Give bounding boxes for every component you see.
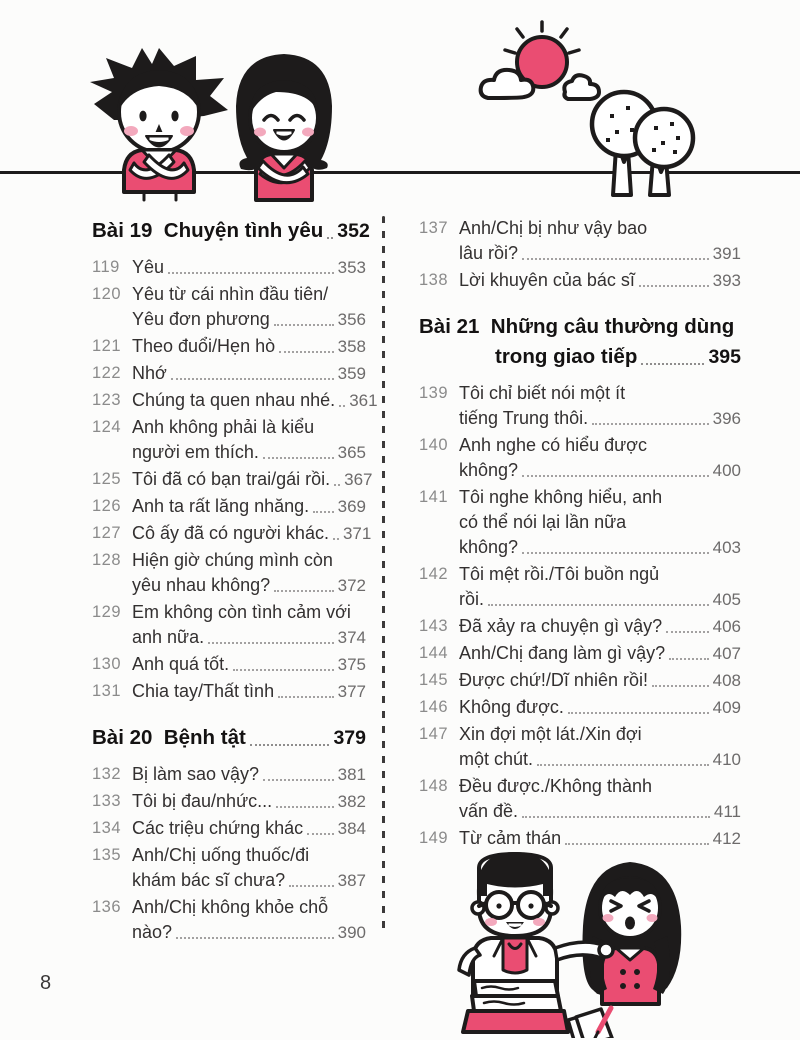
entry-title: Anh/Chị uống thuốc/đi: [132, 845, 310, 865]
toc-entry: [92, 762, 366, 787]
book-stack: [463, 981, 568, 1032]
entry-page-ref: 408: [712, 671, 741, 690]
page-number: 8: [40, 972, 52, 994]
toc-entry: [92, 282, 366, 332]
entry-number: 124: [92, 418, 122, 436]
entry-page-ref: 407: [712, 644, 741, 663]
entry-title: rồi.: [459, 589, 485, 609]
chapter-title: Chuyện tình yêu: [163, 219, 324, 242]
entry-title: Theo đuổi/Hẹn hò: [132, 336, 276, 356]
entry-line: [132, 388, 378, 413]
dot-leader: [592, 423, 709, 425]
entry-number: 134: [92, 819, 122, 837]
dot-leader: [522, 475, 709, 477]
entry-number: 126: [92, 497, 122, 515]
entry-line: [459, 587, 741, 612]
entry-number: 125: [92, 470, 122, 488]
doctor-patient-illustration: [415, 848, 715, 1038]
entry-title: lâu rồi?: [459, 243, 519, 263]
entry-number: 128: [92, 551, 122, 569]
entry-title: Anh quá tốt.: [132, 654, 230, 674]
entry-body: [459, 668, 741, 693]
entry-line: [132, 789, 366, 814]
entry-body: [132, 816, 366, 841]
entry-title: anh nữa.: [132, 627, 205, 647]
entry-line: [459, 433, 741, 458]
entry-title: Các triệu chứng khác: [132, 818, 304, 838]
chapter-page-ref: 379: [333, 727, 366, 749]
entry-body: [459, 641, 741, 666]
entry-line: [459, 722, 741, 747]
entry-page-ref: 400: [712, 461, 741, 480]
entry-title: Từ cảm thán: [459, 828, 562, 848]
toc-entry: [92, 334, 366, 359]
entry-number: 120: [92, 285, 122, 303]
toc-entry: [92, 361, 366, 386]
entry-title: khám bác sĩ chưa?: [132, 870, 286, 890]
entry-page-ref: 359: [337, 364, 366, 383]
entry-body: [132, 762, 366, 787]
entry-line: [132, 816, 366, 841]
column-divider: [382, 216, 385, 936]
entry-line: [132, 307, 366, 332]
entry-title: tiếng Trung thôi.: [459, 408, 589, 428]
entry-body: [459, 695, 741, 720]
entry-line: [132, 868, 366, 893]
chapter-line: [419, 312, 741, 342]
entry-page-ref: 372: [337, 576, 366, 595]
entry-title: Bị làm sao vậy?: [132, 764, 260, 784]
entry-body: [459, 614, 741, 639]
entry-line: [132, 467, 373, 492]
entry-line: [459, 562, 741, 587]
entry-line: [132, 548, 366, 573]
chapter-title: Bệnh tật: [163, 726, 246, 749]
entry-line: [132, 521, 372, 546]
entry-title: Không được.: [459, 697, 564, 717]
dot-leader: [276, 806, 334, 808]
chapter-heading: [419, 312, 741, 372]
entry-number: 149: [419, 829, 449, 847]
dot-leader: [568, 712, 709, 714]
dot-leader: [274, 590, 334, 592]
entry-body: [132, 388, 378, 413]
entry-title: Được chứ!/Dĩ nhiên rồi!: [459, 670, 648, 690]
entry-title: nào?: [132, 922, 173, 942]
trees-illustration: [586, 86, 701, 198]
chapter-page-ref: 352: [337, 220, 370, 242]
entry-body: [132, 361, 366, 386]
entry-title: Yêu từ cái nhìn đầu tiên/: [132, 284, 329, 304]
entry-number: 136: [92, 898, 122, 916]
entry-title: Tôi bị đau/nhức...: [132, 791, 273, 811]
entry-page-ref: 391: [712, 244, 741, 263]
entry-line: [132, 920, 366, 945]
entry-page-ref: 382: [337, 792, 366, 811]
toc-entry: [419, 268, 741, 293]
toc-entry: [419, 695, 741, 720]
entry-line: [459, 510, 741, 535]
entry-line: [132, 415, 366, 440]
entry-line: [132, 625, 366, 650]
entry-body: [459, 485, 741, 560]
entry-line: [132, 440, 366, 465]
entry-title: Anh/Chị đang làm gì vậy?: [459, 643, 666, 663]
entry-body: [132, 282, 366, 332]
entry-body: [459, 722, 741, 772]
chapter-number: Bài 20: [92, 726, 164, 749]
toc-entry: [419, 381, 741, 431]
dot-leader: [279, 351, 334, 353]
entry-number: 121: [92, 337, 122, 355]
dot-leader: [522, 258, 709, 260]
entry-number: 140: [419, 436, 449, 454]
entry-number: 147: [419, 725, 449, 743]
entry-page-ref: 377: [337, 682, 366, 701]
entry-line: [132, 762, 366, 787]
dot-leader: [274, 324, 334, 326]
dot-leader: [522, 552, 709, 554]
entry-body: [132, 895, 366, 945]
entry-body: [132, 789, 366, 814]
entry-line: [132, 255, 366, 280]
patient-girl: [582, 862, 681, 1004]
dot-leader: [639, 285, 709, 287]
entry-number: 143: [419, 617, 449, 635]
entry-line: [459, 535, 741, 560]
entry-page-ref: 390: [337, 923, 366, 942]
entry-page-ref: 367: [344, 470, 373, 489]
chapter-title: trong giao tiếp: [495, 345, 638, 368]
toc-entry: [419, 641, 741, 666]
entry-number: 119: [92, 258, 120, 276]
dot-leader: [250, 744, 330, 746]
entry-page-ref: 375: [337, 655, 366, 674]
toc-entry: [92, 816, 366, 841]
entry-line: [132, 334, 366, 359]
entry-title: Anh nghe có hiểu được: [459, 435, 647, 455]
toc-column-left: [92, 216, 378, 947]
entry-title: Tôi đã có bạn trai/gái rồi.: [132, 469, 331, 489]
entry-title: Anh không phải là kiểu: [132, 417, 315, 437]
entry-title: Chúng ta quen nhau nhé.: [132, 390, 336, 410]
entry-page-ref: 411: [713, 802, 741, 821]
entry-page-ref: 403: [712, 538, 741, 557]
toc-entry: [419, 562, 741, 612]
boy-character: [90, 48, 228, 200]
chapter-number: Bài 21: [419, 315, 491, 338]
entry-body: [132, 652, 366, 677]
entry-title: người em thích.: [132, 442, 259, 462]
entry-line: [132, 652, 366, 677]
entry-line: [459, 668, 741, 693]
entry-page-ref: 396: [712, 409, 741, 428]
entry-page-ref: 365: [337, 443, 366, 462]
entry-number: 135: [92, 846, 122, 864]
toc-entry: [92, 652, 366, 677]
toc-entry: [92, 255, 366, 280]
entry-body: [132, 521, 372, 546]
chapter-heading: [92, 216, 370, 246]
entry-number: 122: [92, 364, 122, 382]
entry-body: [132, 679, 366, 704]
dot-leader: [233, 669, 334, 671]
dot-leader: [565, 843, 709, 845]
dot-leader: [176, 937, 334, 939]
entry-line: [459, 747, 741, 772]
dot-leader: [666, 631, 709, 633]
entry-page-ref: 406: [712, 617, 741, 636]
entry-line: [459, 458, 741, 483]
entry-body: [132, 415, 366, 465]
entry-title: vấn đề.: [459, 801, 519, 821]
entry-line: [459, 241, 741, 266]
dot-leader: [488, 604, 709, 606]
toc-entry: [92, 600, 366, 650]
toc-entry: [92, 843, 366, 893]
dot-leader: [263, 457, 334, 459]
entry-line: [459, 406, 741, 431]
toc-entry: [92, 494, 366, 519]
toc-entry: [419, 485, 741, 560]
entry-number: 130: [92, 655, 122, 673]
chapter-heading: [92, 723, 366, 753]
entry-page-ref: 374: [337, 628, 366, 647]
entry-page-ref: 384: [337, 819, 366, 838]
dot-leader: [522, 816, 710, 818]
entry-title: Lời khuyên của bác sĩ: [459, 270, 635, 290]
chapter-line: [92, 216, 370, 246]
notepad-and-pen: [568, 1008, 612, 1038]
entry-title: một chút.: [459, 749, 534, 769]
dot-leader: [334, 484, 340, 486]
entry-line: [459, 268, 741, 293]
entry-number: 145: [419, 671, 449, 689]
entry-title: Nhớ: [132, 363, 167, 383]
dot-leader: [313, 511, 333, 513]
boy-and-girl-illustration: [84, 40, 344, 202]
entry-body: [459, 774, 741, 824]
entry-title: Chia tay/Thất tình: [132, 681, 275, 701]
toc-entry: [92, 679, 366, 704]
entry-body: [459, 433, 741, 483]
entry-number: 132: [92, 765, 122, 783]
toc-entry: [419, 433, 741, 483]
entry-page-ref: 361: [349, 391, 378, 410]
entry-body: [132, 334, 366, 359]
entry-number: 138: [419, 271, 449, 289]
entry-title: Đều được./Không thành: [459, 776, 652, 796]
entry-page-ref: 405: [712, 590, 741, 609]
entry-line: [459, 695, 741, 720]
toc-entry: [419, 216, 741, 266]
dot-leader: [208, 642, 334, 644]
entry-title: Đã xảy ra chuyện gì vậy?: [459, 616, 663, 636]
chapter-title: Những câu thường dùng: [490, 315, 735, 338]
entry-body: [132, 494, 366, 519]
entry-page-ref: 393: [712, 271, 741, 290]
entry-body: [459, 268, 741, 293]
entry-line: [132, 573, 366, 598]
dot-leader: [669, 658, 709, 660]
dot-leader: [289, 885, 334, 887]
table-of-contents: [92, 216, 741, 947]
entry-title: không?: [459, 537, 519, 557]
dot-leader: [537, 764, 709, 766]
entry-body: [132, 255, 366, 280]
entry-line: [459, 485, 741, 510]
dot-leader: [278, 696, 334, 698]
entry-number: 142: [419, 565, 449, 583]
entry-line: [459, 614, 741, 639]
entry-page-ref: 369: [337, 497, 366, 516]
entry-title: Anh/Chị không khỏe chỗ: [132, 897, 329, 917]
entry-body: [459, 562, 741, 612]
toc-entry: [419, 668, 741, 693]
entry-body: [132, 600, 366, 650]
entry-line: [132, 282, 366, 307]
entry-line: [459, 641, 741, 666]
entry-number: 137: [419, 219, 449, 237]
entry-number: 131: [92, 682, 122, 700]
entry-title: không?: [459, 460, 519, 480]
entry-page-ref: 356: [337, 310, 366, 329]
dot-leader: [652, 685, 709, 687]
entry-line: [132, 679, 366, 704]
chapter-page-ref: 395: [708, 346, 741, 368]
toc-entry: [419, 614, 741, 639]
dot-leader: [339, 405, 345, 407]
dot-leader: [641, 363, 704, 365]
entry-title: yêu nhau không?: [132, 575, 271, 595]
entry-title: Anh ta rất lăng nhăng.: [132, 496, 310, 516]
dot-leader: [171, 378, 334, 380]
entry-title: Tôi nghe không hiểu, anh: [459, 487, 663, 507]
entry-title: Tôi chỉ biết nói một ít: [459, 383, 626, 403]
entry-line: [459, 774, 741, 799]
entry-line: [459, 799, 741, 824]
toc-entry: [92, 388, 378, 413]
dot-leader: [333, 538, 339, 540]
entry-number: 141: [419, 488, 449, 506]
entry-page-ref: 353: [337, 258, 366, 277]
entry-line: [132, 843, 366, 868]
entry-number: 127: [92, 524, 122, 542]
entry-page-ref: 409: [712, 698, 741, 717]
entry-number: 123: [92, 391, 122, 409]
dot-leader: [263, 779, 334, 781]
entry-line: [132, 361, 366, 386]
entry-number: 146: [419, 698, 449, 716]
entry-body: [132, 548, 366, 598]
entry-number: 139: [419, 384, 449, 402]
toc-entry: [92, 467, 373, 492]
entry-title: có thể nói lại lần nữa: [459, 512, 627, 532]
entry-page-ref: 381: [337, 765, 366, 784]
entry-line: [459, 381, 741, 406]
chapter-line: [92, 723, 366, 753]
dot-leader: [327, 237, 333, 239]
entry-title: Hiện giờ chúng mình còn: [132, 550, 333, 570]
entry-page-ref: 387: [337, 871, 366, 890]
toc-entry: [92, 548, 366, 598]
entry-title: Yêu đơn phương: [132, 309, 270, 329]
toc-entry: [419, 722, 741, 772]
girl-character: [236, 54, 332, 200]
chapter-number: Bài 19: [92, 219, 164, 242]
entry-number: 144: [419, 644, 449, 662]
entry-page-ref: 412: [712, 829, 741, 848]
entry-number: 133: [92, 792, 122, 810]
toc-entry: [92, 521, 372, 546]
dot-leader: [307, 833, 333, 835]
entry-title: Tôi mệt rồi./Tôi buồn ngủ: [459, 564, 660, 584]
entry-title: Yêu: [132, 257, 165, 277]
entry-page-ref: 358: [337, 337, 366, 356]
toc-column-right: [419, 216, 741, 947]
entry-title: Xin đợi một lát./Xin đợi: [459, 724, 642, 744]
entry-body: [132, 467, 373, 492]
entry-title: Em không còn tình cảm với: [132, 602, 351, 622]
entry-line: [459, 216, 741, 241]
entry-line: [132, 494, 366, 519]
toc-entry: [92, 895, 366, 945]
entry-title: Anh/Chị bị như vậy bao: [459, 218, 648, 238]
entry-body: [459, 381, 741, 431]
entry-page-ref: 371: [342, 524, 372, 543]
entry-title: Cô ấy đã có người khác.: [132, 523, 329, 543]
entry-body: [459, 216, 741, 266]
entry-number: 148: [419, 777, 449, 795]
toc-entry: [92, 789, 366, 814]
entry-page-ref: 410: [712, 750, 741, 769]
entry-body: [132, 843, 366, 893]
dot-leader: [168, 272, 334, 274]
entry-line: [132, 895, 366, 920]
entry-line: [132, 600, 366, 625]
toc-entry: [419, 774, 741, 824]
toc-entry: [92, 415, 366, 465]
entry-number: 129: [92, 603, 122, 621]
chapter-line: [419, 342, 741, 372]
